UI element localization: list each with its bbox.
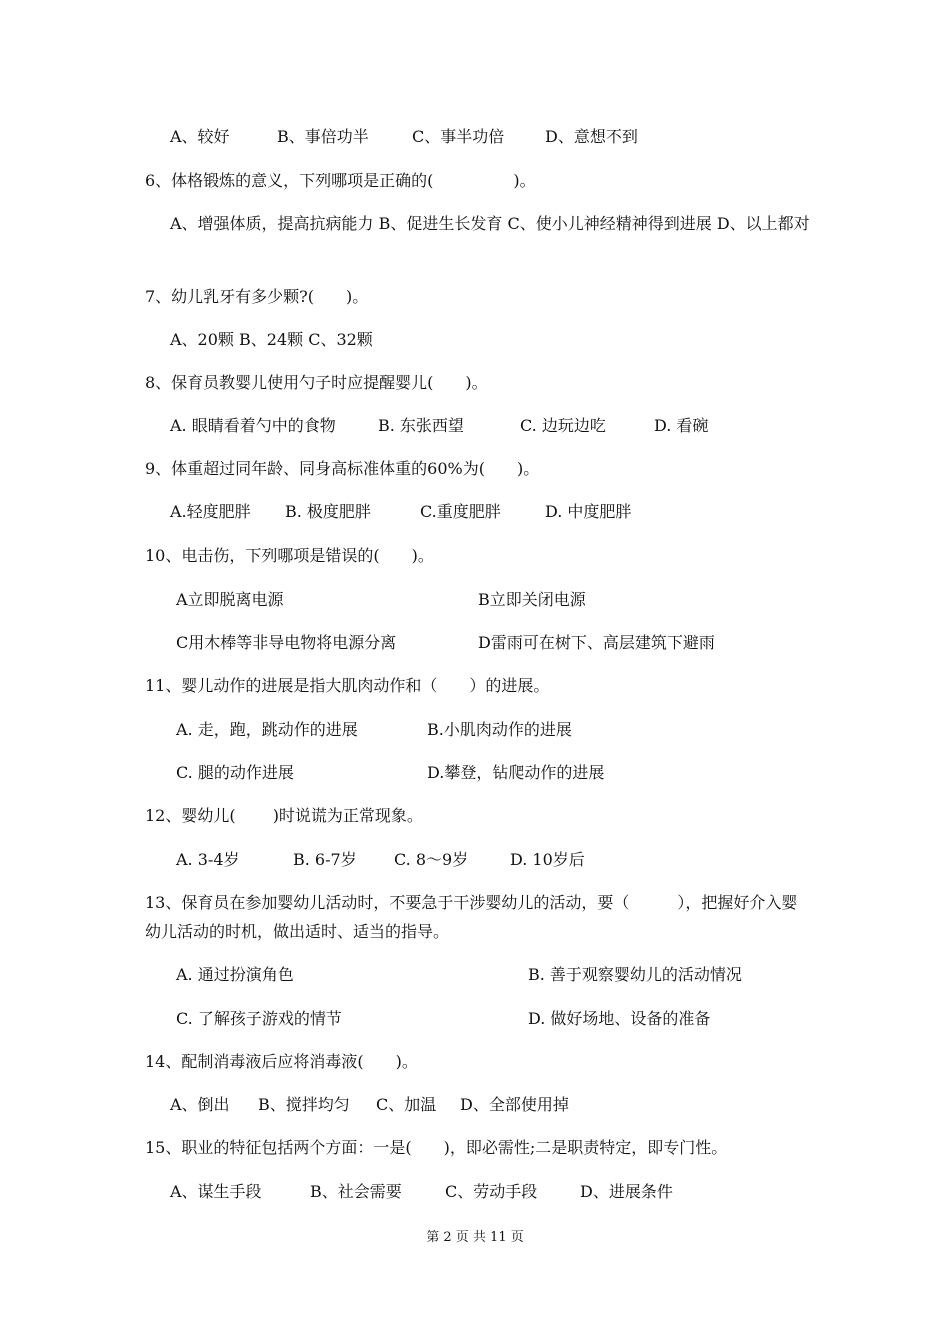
q6-stem: 6、体格锻炼的意义，下列哪项是正确的( )。 xyxy=(145,171,536,190)
q15-stem: 15、职业的特征包括两个方面：一是( )，即必需性;二是职责特定，即专门性。 xyxy=(145,1138,728,1157)
q13-option-c: C. 了解孩子游戏的情节 xyxy=(176,1009,342,1028)
q10-option-a: A立即脱离电源 xyxy=(176,590,284,609)
q14-option-d: D、全部使用掉 xyxy=(460,1095,569,1114)
q10-option-b: B立即关闭电源 xyxy=(478,590,586,609)
q8-options xyxy=(170,416,870,436)
q13-option-b: B. 善于观察婴幼儿的活动情况 xyxy=(528,965,742,984)
q5-option-c: C、事半功倍 xyxy=(412,127,505,146)
q12-stem: 12、婴幼儿( )时说谎为正常现象。 xyxy=(145,806,423,825)
q12-option-b: B. 6-7岁 xyxy=(293,850,357,869)
q5-option-a: A、较好 xyxy=(170,127,230,146)
q9-option-d: D. 中度肥胖 xyxy=(545,502,632,521)
q8-option-d: D. 看碗 xyxy=(654,416,709,435)
q15-option-c: C、劳动手段 xyxy=(445,1182,538,1201)
q6-options: A、增强体质，提高抗病能力 B、促进生长发育 C、使小儿神经精神得到进展 D、以上都对 xyxy=(170,214,810,233)
q10-option-c: C用木棒等非导电物将电源分离 xyxy=(176,633,397,652)
q10-option-d: D雷雨可在树下、高层建筑下避雨 xyxy=(478,633,715,652)
q5-option-b: B、事倍功半 xyxy=(277,127,369,146)
q14-option-c: C、加温 xyxy=(376,1095,437,1114)
q9-options xyxy=(170,502,870,522)
q9-stem: 9、体重超过同年龄、同身高标准体重的60%为( )。 xyxy=(145,459,540,478)
q9-option-b: B. 极度肥胖 xyxy=(285,502,371,521)
q5-option-d: D、意想不到 xyxy=(545,127,638,146)
q8-option-a: A. 眼睛看着勺中的食物 xyxy=(170,416,336,435)
q15-option-a: A、谋生手段 xyxy=(170,1182,262,1201)
q15-option-b: B、社会需要 xyxy=(310,1182,402,1201)
q11-option-a: A. 走，跑，跳动作的进展 xyxy=(176,720,358,739)
q12-option-d: D. 10岁后 xyxy=(510,850,585,869)
q12-option-c: C. 8～9岁 xyxy=(394,850,469,869)
q9-option-a: A.轻度肥胖 xyxy=(170,502,251,521)
q10-stem: 10、电击伤，下列哪项是错误的( )。 xyxy=(145,546,434,565)
q14-options xyxy=(170,1095,870,1115)
q11-option-d: D.攀登，钻爬动作的进展 xyxy=(427,763,605,782)
q8-option-c: C. 边玩边吃 xyxy=(520,416,606,435)
q13-option-d: D. 做好场地、设备的准备 xyxy=(528,1009,711,1028)
page-footer: 第 2 页 共 11 页 xyxy=(426,1230,524,1245)
q8-option-b: B. 东张西望 xyxy=(378,416,464,435)
q13-option-a: A. 通过扮演角色 xyxy=(176,965,294,984)
q8-stem: 8、保育员教婴儿使用勺子时应提醒婴儿( )。 xyxy=(145,373,488,392)
q15-option-d: D、进展条件 xyxy=(580,1182,673,1201)
q11-option-b: B.小肌肉动作的进展 xyxy=(427,720,572,739)
q7-options: A、20颗 B、24颗 C、32颗 xyxy=(170,330,373,349)
q11-option-c: C. 腿的动作进展 xyxy=(176,763,294,782)
q7-stem: 7、幼儿乳牙有多少颗?( )。 xyxy=(145,287,369,306)
q15-options xyxy=(170,1182,870,1202)
q14-stem: 14、配制消毒液后应将消毒液( )。 xyxy=(145,1052,418,1071)
q9-option-c: C.重度肥胖 xyxy=(420,502,501,521)
q14-option-a: A、倒出 xyxy=(170,1095,230,1114)
q12-option-a: A. 3-4岁 xyxy=(176,850,240,869)
q5-options xyxy=(170,127,870,147)
q13-stem: 13、保育员在参加婴幼儿活动时，不要急于干涉婴幼儿的活动，要（ ），把握好介入婴幼儿活动的时机，做出适时、适当的指导。 xyxy=(145,893,798,941)
q11-stem: 11、婴儿动作的进展是指大肌肉动作和（ ）的进展。 xyxy=(145,676,550,695)
q12-options xyxy=(176,850,876,870)
q14-option-b: B、搅拌均匀 xyxy=(258,1095,350,1114)
